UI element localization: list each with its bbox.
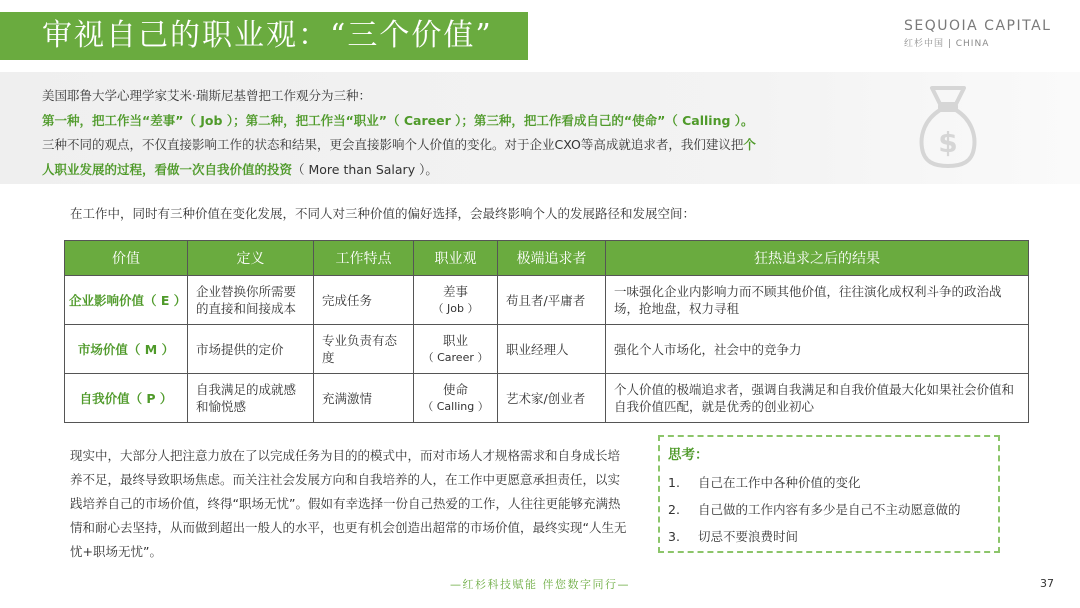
- intro-line-3-highlight: 个: [743, 137, 756, 152]
- header-career-view: 职业观: [414, 241, 498, 276]
- think-item-text: 切忌不要浪费时间: [698, 529, 799, 544]
- value-table: [64, 240, 1029, 423]
- intro-line-3: [42, 133, 902, 158]
- think-item: [668, 500, 961, 518]
- think-item-text: 自己在工作中各种价值的变化: [698, 475, 861, 490]
- svg-text:$: $: [938, 126, 958, 159]
- table-row: [65, 325, 1029, 374]
- table-lead-text: 在工作中，同时有三种价值在变化发展，不同人对三种价值的偏好选择，会最终影响个人的发展路径和发展空间：: [70, 206, 696, 221]
- intro-line-4-highlight: 人职业发展的过程，看做一次自我价值的投资: [42, 161, 293, 177]
- think-item-text: 自己做的工作内容有多少是自己不主动愿意做的: [698, 502, 961, 517]
- sequoia-logo: [904, 18, 1054, 49]
- header-definition: 定义: [188, 241, 314, 276]
- think-item-number: 2.: [668, 502, 680, 517]
- think-item-number: 3.: [668, 529, 680, 544]
- page-number: 37: [1040, 577, 1054, 590]
- logo-subtitle: 红杉中国 | CHINA: [904, 39, 990, 49]
- cell-career-view: [414, 374, 498, 423]
- logo-name: SEQUOIA CAPITAL: [904, 18, 1052, 34]
- cell-definition: 市场提供的定价: [188, 325, 314, 374]
- cell-pursuer: 艺术家/创业者: [498, 374, 606, 423]
- intro-line-2: 第一种，把工作当“差事”（ Job ）；第二种，把工作当“职业”（ Career ）；第三种，把工作看成自己的“使命”（ Calling ）。: [42, 112, 754, 128]
- intro-line-1: 美国耶鲁大学心理学家艾米·瑞斯尼基曾把工作观分为三种：: [42, 88, 371, 103]
- cell-value: 自我价值（ P ）: [65, 374, 188, 423]
- header-value: 价值: [65, 241, 188, 276]
- cell-result: 个人价值的极端追求者，强调自我满足和自我价值最大化如果社会价值和自我价值匹配，就是优秀的创业初心: [606, 374, 1029, 423]
- intro-line-4-text: （ More than Salary ）。: [292, 161, 438, 177]
- cell-value: 企业影响价值（ E ）: [65, 276, 188, 325]
- cell-feature: 充满激情: [314, 374, 414, 423]
- table-row: [65, 374, 1029, 423]
- cell-pursuer: 苟且者/平庸者: [498, 276, 606, 325]
- think-item-number: 1.: [668, 475, 680, 490]
- cell-career-view: [414, 276, 498, 325]
- cell-feature: 完成任务: [314, 276, 414, 325]
- think-item: [668, 473, 861, 491]
- cell-career-view: [414, 325, 498, 374]
- cell-definition: 企业替换你所需要的直接和间接成本: [188, 276, 314, 325]
- intro-text: [42, 84, 902, 182]
- think-item: [668, 527, 798, 545]
- career-view-en: （ Calling ）: [422, 400, 489, 413]
- cell-pursuer: 职业经理人: [498, 325, 606, 374]
- cell-result: 强化个人市场化，社会中的竞争力: [606, 325, 1029, 374]
- career-view-cn: 职业: [442, 333, 468, 348]
- page-title: 审视自己的职业观：“三个价值”: [0, 12, 528, 60]
- table-row: [65, 276, 1029, 325]
- cell-definition: 自我满足的成就感和愉悦感: [188, 374, 314, 423]
- table-header-row: [65, 241, 1029, 276]
- career-view-cn: 差事: [442, 284, 468, 299]
- header-pursuer: 极端追求者: [498, 241, 606, 276]
- footer-slogan: —红杉科技赋能 伴您数字同行—: [450, 578, 630, 591]
- reality-paragraph: 现实中，大部分人把注意力放在了以完成任务为目的的模式中，而对市场人才规格需求和自身成长培养不足，最终导致职场焦虑。而关注社会发展方向和自我培养的人，在工作中更愿意承担责任，以实践培养自己的市场价值，终得“职场无忧”。假如有幸选择一份自己热爱的工作，人往往更能够充满热情和耐心去坚持，从而做到超出一般人的水平，也更有机会创造出超常的市场价值，最终实现“人生无忧+职场无忧”。: [70, 448, 627, 559]
- career-view-en: （ Career ）: [422, 351, 489, 364]
- intro-line-3-text: 三种不同的观点，不仅直接影响工作的状态和结果，更会直接影响个人价值的变化。对于企业CXO等高成就追求者，我们建议把: [42, 137, 744, 152]
- cell-value: 市场价值（ M ）: [65, 325, 188, 374]
- intro-panel: [0, 72, 1080, 184]
- header-result: 狂热追求之后的结果: [606, 241, 1029, 276]
- cell-result: 一味强化企业内影响力而不顾其他价值，往往演化成权利斗争的政治战场，抢地盘，权力寻租: [606, 276, 1029, 325]
- money-bag-icon: [918, 84, 978, 168]
- think-box: [658, 435, 1000, 553]
- think-title: 思考：: [668, 447, 709, 463]
- header-feature: 工作特点: [314, 241, 414, 276]
- intro-line-4: [42, 158, 902, 183]
- career-view-cn: 使命: [442, 382, 468, 397]
- career-view-en: （ Job ）: [432, 302, 479, 315]
- cell-feature: 专业负责有态度: [314, 325, 414, 374]
